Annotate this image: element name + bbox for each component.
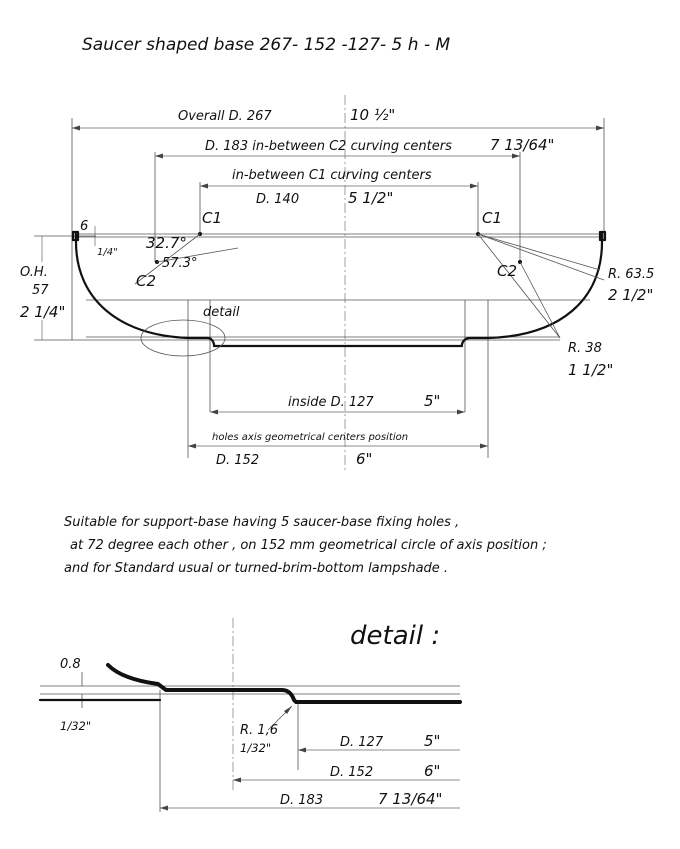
brim-height-inch: 1/4" — [97, 247, 118, 258]
detail-callout-label: detail — [203, 305, 240, 320]
c1-right-label: C1 — [482, 209, 503, 227]
d140-label: D. 140 — [256, 192, 300, 207]
detail-thickness-inch: 1/32" — [60, 719, 92, 733]
r63-5-label: R. 63.5 — [608, 267, 655, 282]
radius-construction — [135, 232, 604, 338]
detail-d183-label: D. 183 — [280, 793, 324, 808]
detail-d127-label: D. 127 — [340, 735, 384, 750]
detail-d152-inch: 6" — [424, 762, 441, 780]
note-line-1: Suitable for support-base having 5 saucer-base fixing holes , — [64, 515, 460, 530]
c1-between-label: in-between C1 curving centers — [232, 168, 432, 183]
d183-label: D. 183 in-between C2 curving centers — [205, 139, 452, 154]
drawing-title: Saucer shaped base 267- 152 -127- 5 h - M — [82, 35, 451, 55]
angle-57-3: 57.3° — [162, 256, 198, 271]
d152-inch: 6" — [356, 450, 373, 468]
inside-d127-label: inside D. 127 — [288, 395, 374, 410]
inside-d127-inch: 5" — [424, 392, 441, 410]
overall-height-label: O.H. — [20, 265, 48, 280]
d183-inch: 7 13/64" — [490, 136, 555, 154]
c2-right-label: C2 — [497, 262, 518, 280]
note-line-3: and for Standard usual or turned-brim-bottom lampshade . — [64, 561, 449, 576]
c1-left-label: C1 — [202, 209, 223, 227]
holes-axis-label: holes axis geometrical centers position — [212, 432, 409, 443]
r38-label: R. 38 — [568, 341, 602, 356]
angle-32-7: 32.7° — [146, 234, 187, 252]
note-line-2: at 72 degree each other , on 152 mm geometrical circle of axis position ; — [70, 538, 547, 553]
overall-height-57: 57 — [32, 283, 49, 298]
overall-height-inch: 2 1/4" — [20, 303, 66, 321]
detail-heading: detail : — [350, 621, 441, 651]
detail-thickness: 0.8 — [60, 657, 81, 672]
detail-d183-inch: 7 13/64" — [378, 790, 443, 808]
brim-height-6: 6 — [80, 219, 89, 234]
d140-inch: 5 1/2" — [348, 189, 394, 207]
r38-inch: 1 1/2" — [568, 361, 614, 379]
detail-d152-label: D. 152 — [330, 765, 374, 780]
overall-diameter-label: Overall D. 267 — [178, 109, 272, 124]
detail-d127-inch: 5" — [424, 732, 441, 750]
overall-diameter-inch: 10 ½" — [350, 106, 396, 124]
r63-5-inch: 2 1/2" — [608, 286, 654, 304]
c2-left-label: C2 — [136, 272, 157, 290]
detail-radius-inch: 1/32" — [240, 741, 272, 755]
d152-label: D. 152 — [216, 453, 260, 468]
detail-radius: R. 1,6 — [240, 723, 278, 738]
